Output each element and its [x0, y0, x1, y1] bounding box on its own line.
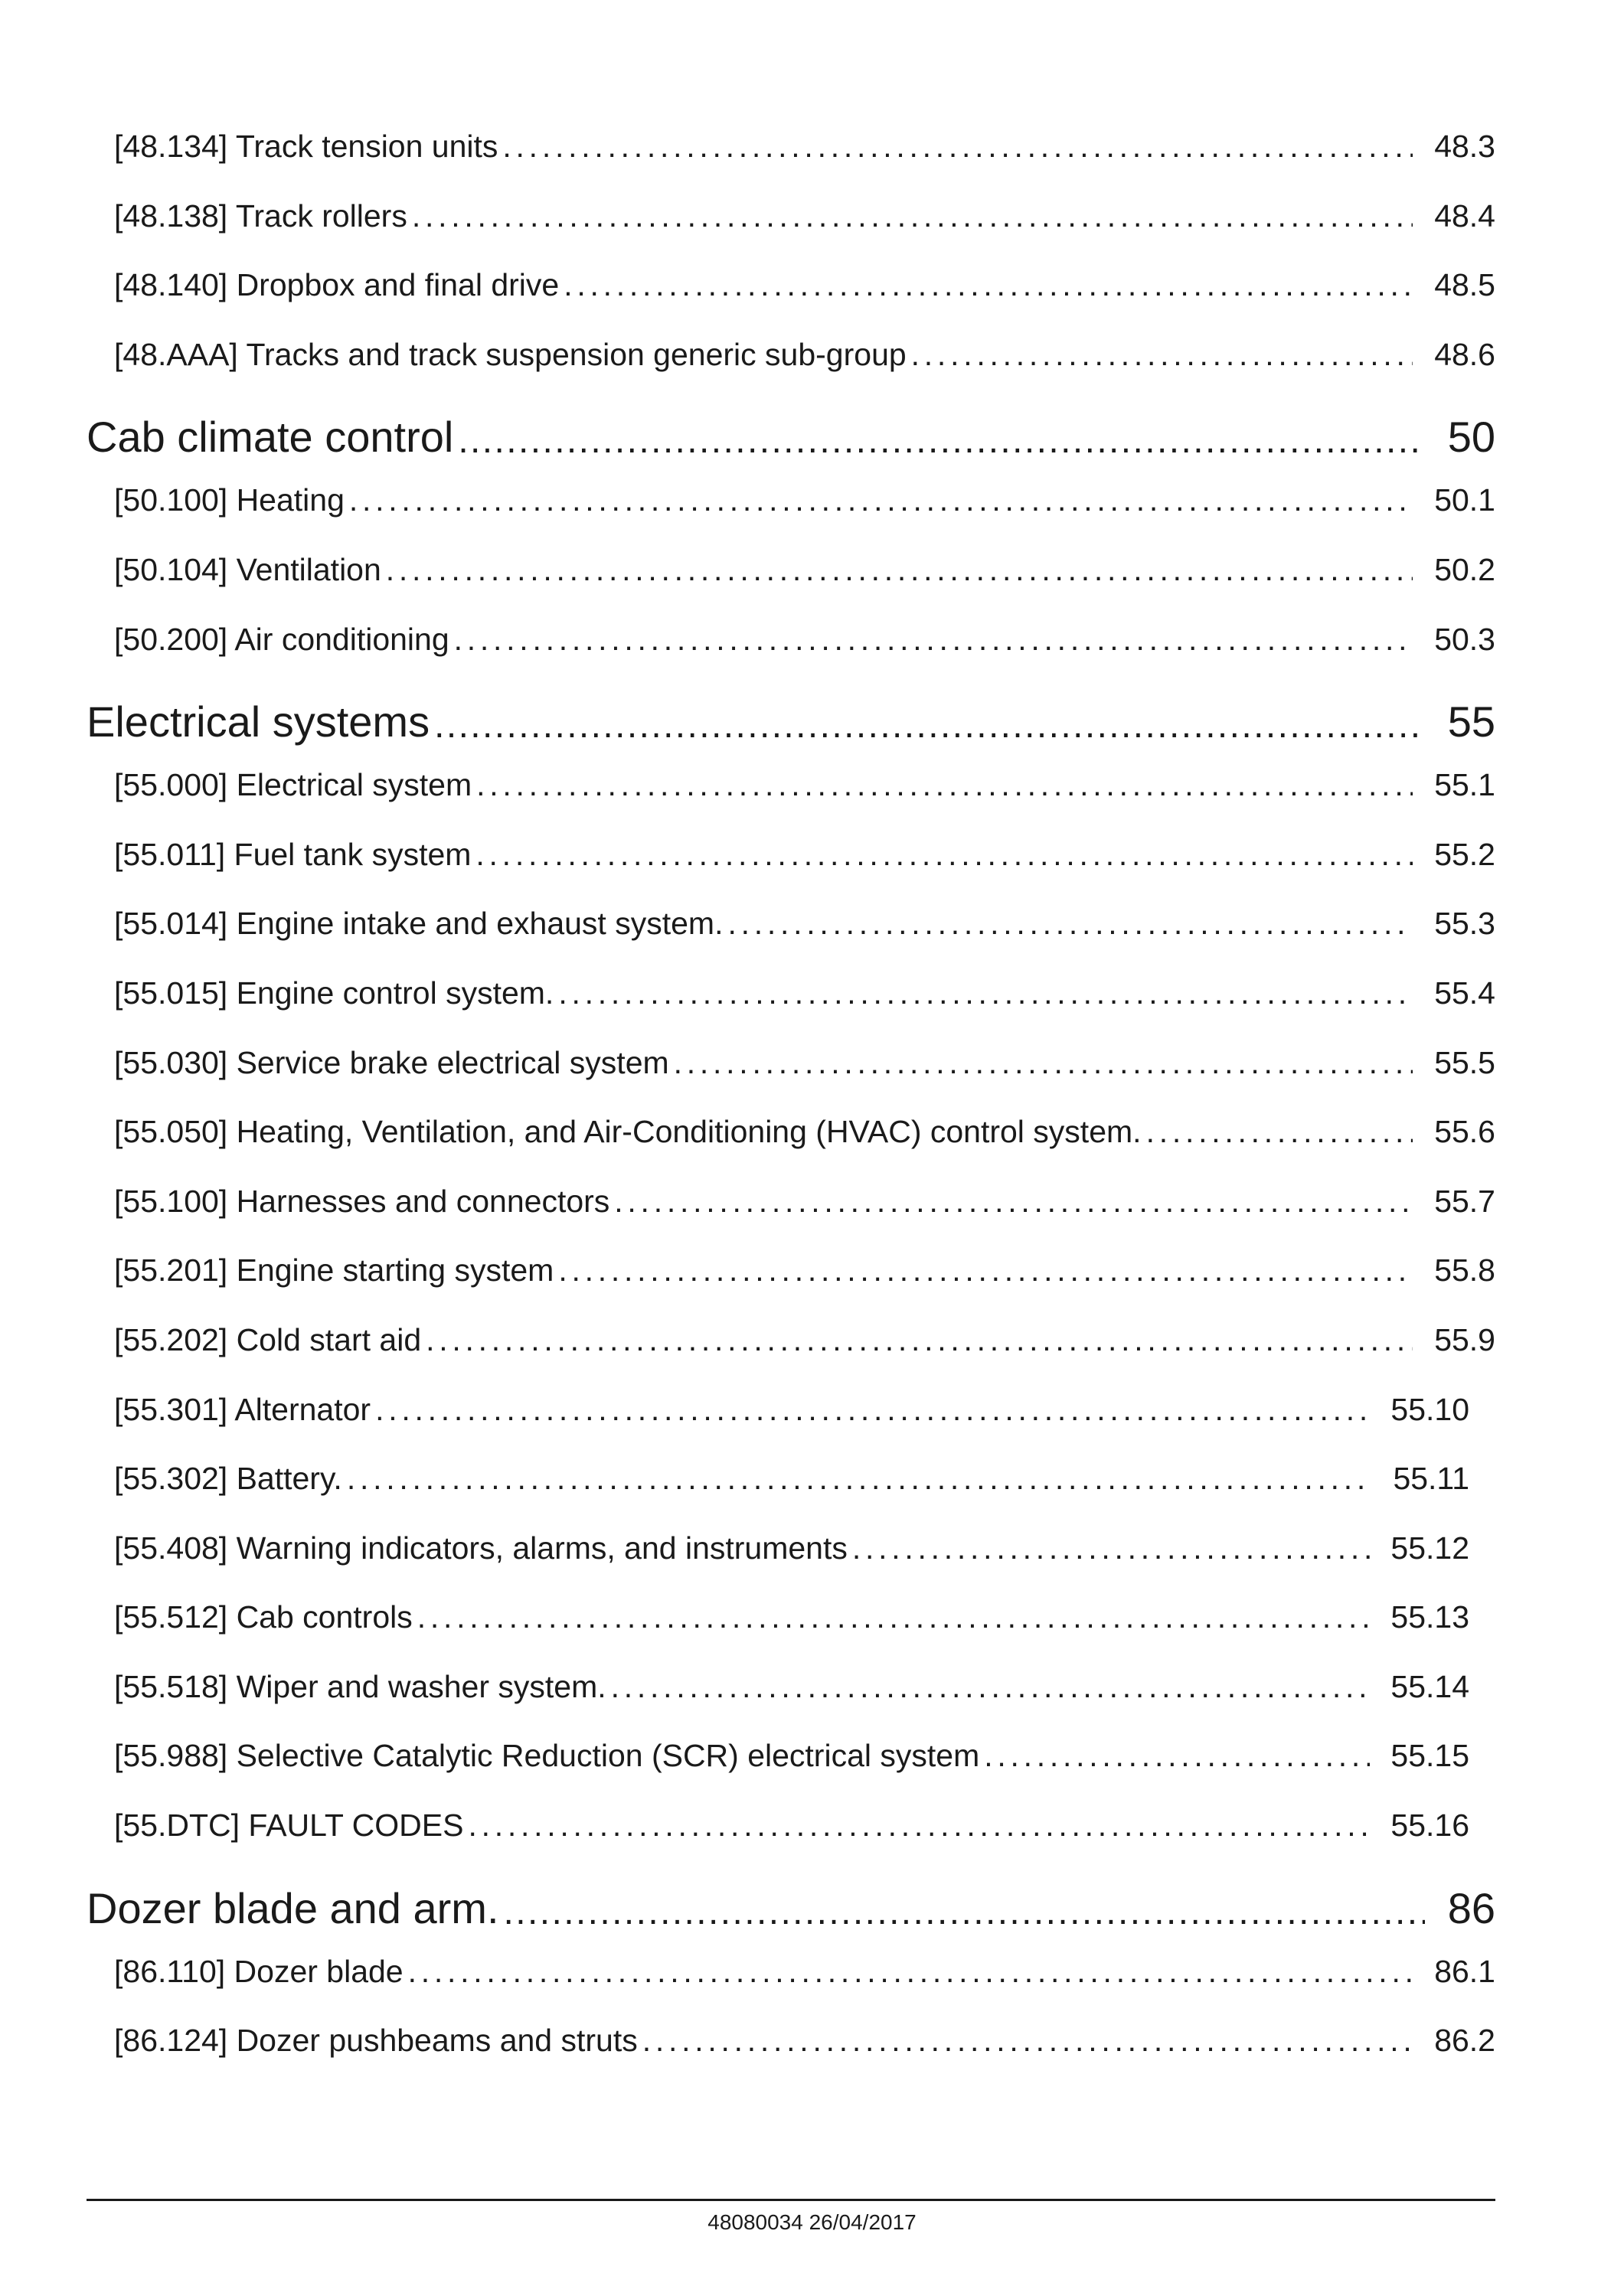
- toc-entry-page: 55.16: [1390, 1808, 1469, 1844]
- toc-entry-title: [55.DTC] FAULT CODES: [114, 1808, 464, 1844]
- dot-leader: [642, 2023, 1413, 2059]
- toc-entry-title: [50.104] Ventilation: [114, 551, 381, 587]
- dot-leader: [476, 767, 1413, 803]
- toc-entry[interactable]: [87, 1954, 1495, 2023]
- toc-entry-title: [55.518] Wiper and washer system.: [114, 1668, 606, 1704]
- dot-leader: [386, 552, 1413, 588]
- toc-entry[interactable]: [87, 552, 1495, 622]
- toc-entry[interactable]: [87, 1392, 1495, 1462]
- footer-rule: [87, 2199, 1495, 2201]
- dot-leader: [614, 1184, 1413, 1220]
- toc-entry[interactable]: [87, 1253, 1495, 1322]
- toc-entry-title: [55.302] Battery.: [114, 1461, 342, 1497]
- toc-entry-title: [55.000] Electrical system: [114, 767, 472, 803]
- toc-entry[interactable]: [87, 1808, 1495, 1877]
- toc-entry-page: 48.3: [1434, 129, 1495, 164]
- toc-entry-title: [48.138] Track rollers: [114, 198, 407, 234]
- toc-entry-title: [55.408] Warning indicators, alarms, and instruments: [114, 1530, 848, 1566]
- toc-entry[interactable]: [87, 267, 1495, 337]
- toc-entry-title: [55.050] Heating, Ventilation, and Air-Conditioning (HVAC) control system.: [114, 1114, 1142, 1150]
- toc-entry-title: [55.100] Harnesses and connectors: [114, 1183, 610, 1219]
- toc-entry[interactable]: [87, 337, 1495, 407]
- toc-entry[interactable]: [87, 1461, 1495, 1530]
- toc-entry-page: 86.2: [1434, 2023, 1495, 2059]
- dot-leader: [434, 704, 1425, 746]
- dot-leader: [426, 1322, 1413, 1358]
- toc-entry-title: [50.200] Air conditioning: [114, 621, 449, 657]
- toc-entry-page: 48.5: [1434, 267, 1495, 303]
- toc-entry-page: 55.3: [1434, 906, 1495, 942]
- toc-entry-page: 55: [1447, 697, 1495, 746]
- dot-leader: [564, 267, 1413, 303]
- dot-leader: [984, 1738, 1370, 1774]
- toc-section-entry[interactable]: [87, 1877, 1495, 1954]
- toc-entry-title: Cab climate control: [87, 413, 454, 462]
- dot-leader: [558, 1253, 1413, 1288]
- toc-entry[interactable]: [87, 622, 1495, 691]
- toc-entry-title: [55.201] Engine starting system: [114, 1253, 554, 1288]
- dot-leader: [502, 129, 1413, 165]
- dot-leader: [458, 420, 1425, 462]
- dot-leader: [727, 906, 1413, 942]
- dot-leader: [412, 198, 1413, 234]
- toc-entry-title: [48.140] Dropbox and final drive: [114, 267, 560, 303]
- dot-leader: [611, 1669, 1370, 1705]
- toc-entry-page: 55.13: [1390, 1599, 1469, 1635]
- toc-entry[interactable]: [87, 1530, 1495, 1600]
- toc-entry[interactable]: [87, 482, 1495, 552]
- toc-entry-title: [86.110] Dozer blade: [114, 1953, 404, 1989]
- dot-leader: [454, 622, 1413, 658]
- dot-leader: [408, 1954, 1413, 1990]
- toc-entry-page: 55.1: [1434, 767, 1495, 803]
- toc-section-entry[interactable]: [87, 691, 1495, 767]
- toc-entry[interactable]: [87, 2023, 1495, 2092]
- toc-entry[interactable]: [87, 1599, 1495, 1669]
- toc-entry-page: 86.1: [1434, 1953, 1495, 1989]
- toc-entry[interactable]: [87, 906, 1495, 975]
- toc-entry[interactable]: [87, 1322, 1495, 1392]
- toc-entry-title: [48.AAA] Tracks and track suspension generic sub-group: [114, 336, 907, 372]
- toc-entry-title: [55.030] Service brake electrical system: [114, 1044, 669, 1080]
- toc-entry-page: 50.3: [1434, 621, 1495, 657]
- toc-entry[interactable]: [87, 1184, 1495, 1253]
- toc-entry-title: [55.014] Engine intake and exhaust system.: [114, 906, 724, 942]
- footer-document-id: 48080034 26/04/2017: [707, 2210, 917, 2234]
- toc-entry-page: 55.8: [1434, 1253, 1495, 1288]
- toc-entry[interactable]: [87, 198, 1495, 268]
- dot-leader: [349, 482, 1413, 518]
- toc-entry-title: [50.100] Heating: [114, 482, 345, 518]
- toc-entry-page: 55.15: [1390, 1738, 1469, 1774]
- toc-entry-page: 48.6: [1434, 336, 1495, 372]
- dot-leader: [475, 837, 1413, 873]
- dot-leader: [911, 337, 1413, 373]
- dot-leader: [558, 975, 1413, 1011]
- toc-entry[interactable]: [87, 1738, 1495, 1808]
- toc-entry-title: [55.015] Engine control system.: [114, 975, 554, 1011]
- dot-leader: [417, 1599, 1370, 1635]
- toc-entry-page: 55.11: [1393, 1461, 1469, 1497]
- toc-entry-page: 55.4: [1434, 975, 1495, 1011]
- toc-entry-title: [55.988] Selective Catalytic Reduction (SCR) electrical system: [114, 1738, 980, 1774]
- toc-entry-page: 50: [1447, 413, 1495, 462]
- toc-entry[interactable]: [87, 975, 1495, 1045]
- toc-entry-page: 55.7: [1434, 1183, 1495, 1219]
- toc-entry[interactable]: [87, 129, 1495, 198]
- toc-entry-page: 86: [1447, 1883, 1495, 1932]
- toc-entry-title: [55.011] Fuel tank system: [114, 836, 472, 872]
- toc-entry-page: 50.2: [1434, 551, 1495, 587]
- dot-leader: [347, 1461, 1370, 1497]
- dot-leader: [504, 1891, 1425, 1933]
- dot-leader: [468, 1808, 1370, 1844]
- toc-entry[interactable]: [87, 767, 1495, 837]
- toc-entry-title: [48.134] Track tension units: [114, 129, 498, 164]
- toc-entry-title: Electrical systems: [87, 697, 430, 746]
- toc-entry[interactable]: [87, 1114, 1495, 1184]
- dot-leader: [674, 1045, 1413, 1081]
- toc-entry[interactable]: [87, 837, 1495, 906]
- dot-leader: [852, 1530, 1370, 1566]
- toc-entry-title: Dozer blade and arm.: [87, 1883, 499, 1932]
- toc-entry-page: 55.14: [1390, 1668, 1469, 1704]
- toc-entry-page: 55.12: [1390, 1530, 1469, 1566]
- dot-leader: [1146, 1114, 1413, 1150]
- toc-entry-page: 55.6: [1434, 1114, 1495, 1150]
- toc-entry-page: 48.4: [1434, 198, 1495, 234]
- toc-entry-title: [86.124] Dozer pushbeams and struts: [114, 2023, 638, 2059]
- toc-entry-page: 55.10: [1390, 1391, 1469, 1427]
- toc-entry-title: [55.301] Alternator: [114, 1391, 371, 1427]
- toc-entry-page: 55.9: [1434, 1321, 1495, 1357]
- toc-entry-page: 55.2: [1434, 836, 1495, 872]
- toc-entry-title: [55.512] Cab controls: [114, 1599, 413, 1635]
- toc-entry[interactable]: [87, 1045, 1495, 1115]
- toc-entry-title: [55.202] Cold start aid: [114, 1321, 422, 1357]
- toc-entry-page: 55.5: [1434, 1044, 1495, 1080]
- toc-section-entry[interactable]: [87, 406, 1495, 482]
- table-of-contents: [87, 129, 1495, 2092]
- toc-entry-page: 50.1: [1434, 482, 1495, 518]
- dot-leader: [375, 1392, 1370, 1428]
- toc-entry[interactable]: [87, 1669, 1495, 1739]
